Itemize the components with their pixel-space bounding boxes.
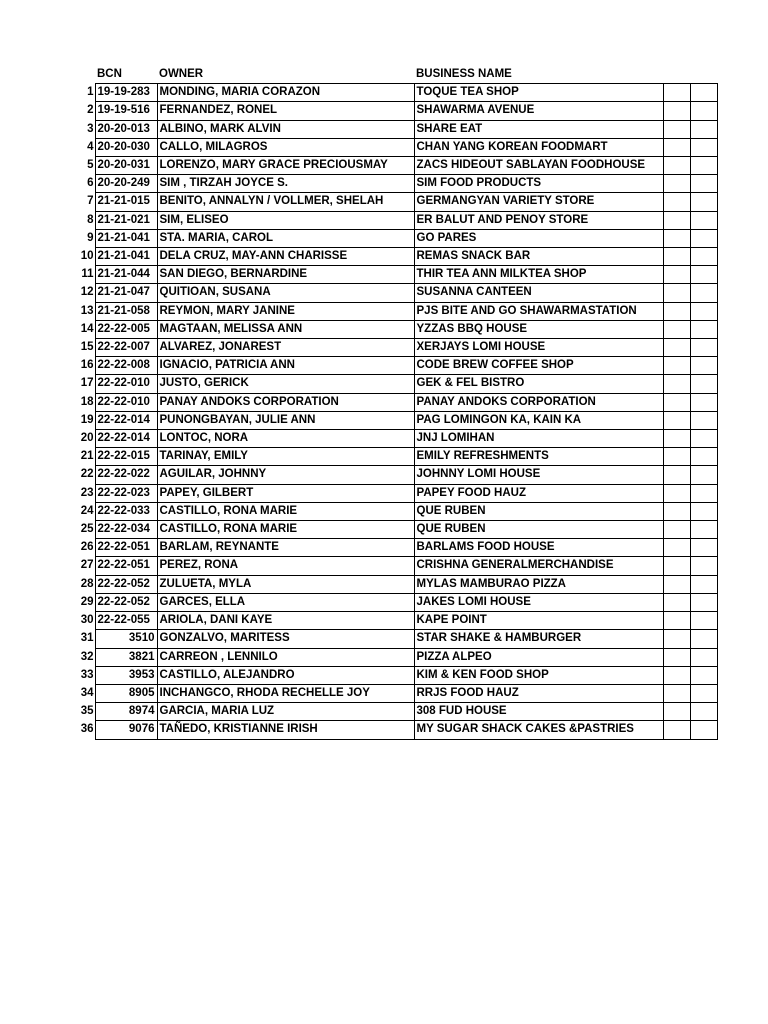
business-name-cell: PAG LOMINGON KA, KAIN KA	[414, 411, 663, 429]
empty-cell	[663, 357, 690, 375]
bcn-cell: 19-19-516	[95, 102, 157, 120]
empty-cell	[663, 575, 690, 593]
bcn-cell: 21-21-015	[95, 193, 157, 211]
owner-cell: CASTILLO, ALEJANDRO	[157, 666, 414, 684]
table-row	[68, 284, 717, 302]
row-number-cell: 35	[80, 705, 94, 718]
business-name-cell: 308 FUD HOUSE	[414, 703, 663, 721]
row-number-cell: 16	[80, 359, 94, 372]
row-number-cell: 21	[80, 450, 94, 463]
row-number-cell: 26	[80, 541, 94, 554]
business-name-cell: CHAN YANG KOREAN FOODMART	[414, 138, 663, 156]
table-row	[68, 120, 717, 138]
table-row	[68, 211, 717, 229]
owner-cell: ALVAREZ, JONAREST	[157, 339, 414, 357]
row-number-cell: 14	[80, 322, 94, 335]
empty-cell	[690, 575, 717, 593]
owner-cell: TAÑEDO, KRISTIANNE IRISH	[157, 721, 414, 739]
business-name-cell: MY SUGAR SHACK CAKES &PASTRIES	[414, 721, 663, 739]
empty-cell	[690, 393, 717, 411]
row-number-cell: 2	[87, 104, 94, 117]
owner-cell: AGUILAR, JOHNNY	[157, 466, 414, 484]
empty-cell	[690, 302, 717, 320]
owner-cell: LORENZO, MARY GRACE PRECIOUSMAY	[157, 157, 414, 175]
business-name-cell: BARLAMS FOOD HOUSE	[414, 539, 663, 557]
empty-cell	[690, 666, 717, 684]
empty-cell	[690, 102, 717, 120]
row-number-cell: 5	[87, 159, 94, 172]
business-name-cell: SUSANNA CANTEEN	[414, 284, 663, 302]
owner-cell: SIM, ELISEO	[157, 211, 414, 229]
business-name-cell: CODE BREW COFFEE SHOP	[414, 357, 663, 375]
empty-cell	[690, 466, 717, 484]
empty-cell	[663, 411, 690, 429]
bcn-cell: 22-22-023	[95, 484, 157, 502]
bcn-cell: 22-22-034	[95, 521, 157, 539]
bcn-cell: 22-22-052	[95, 593, 157, 611]
business-name-cell: THIR TEA ANN MILKTEA SHOP	[414, 266, 663, 284]
bcn-cell: 8905	[95, 684, 157, 702]
table-row	[68, 266, 717, 284]
table-row	[68, 666, 717, 684]
row-number-cell: 29	[80, 595, 94, 608]
bcn-cell: 21-21-041	[95, 229, 157, 247]
bcn-cell: 22-22-014	[95, 411, 157, 429]
bcn-cell: 19-19-283	[95, 84, 157, 102]
bcn-cell: 21-21-041	[95, 248, 157, 266]
business-name-cell: YZZAS BBQ HOUSE	[414, 320, 663, 338]
empty-cell	[690, 411, 717, 429]
bcn-cell: 22-22-033	[95, 502, 157, 520]
row-number-cell: 31	[80, 632, 94, 645]
owner-cell: GONZALVO, MARITESS	[157, 630, 414, 648]
empty-cell	[690, 448, 717, 466]
business-name-cell: RRJS FOOD HAUZ	[414, 684, 663, 702]
empty-cell	[663, 193, 690, 211]
empty-cell	[690, 539, 717, 557]
empty-cell	[690, 630, 717, 648]
empty-cell	[663, 484, 690, 502]
table-row	[68, 193, 717, 211]
empty-cell	[663, 612, 690, 630]
empty-cell	[690, 430, 717, 448]
bcn-cell: 22-22-022	[95, 466, 157, 484]
empty-cell	[663, 157, 690, 175]
empty-cell	[663, 557, 690, 575]
owner-cell: SIM , TIRZAH JOYCE S.	[157, 175, 414, 193]
business-name-cell: GEK & FEL BISTRO	[414, 375, 663, 393]
business-name-cell: QUE RUBEN	[414, 521, 663, 539]
owner-cell: GARCIA, MARIA LUZ	[157, 703, 414, 721]
business-name-cell: TOQUE TEA SHOP	[414, 84, 663, 102]
table-row	[68, 375, 717, 393]
empty-cell	[663, 284, 690, 302]
owner-cell: PANAY ANDOKS CORPORATION	[157, 393, 414, 411]
business-name-cell: PIZZA ALPEO	[414, 648, 663, 666]
row-number-cell: 30	[80, 614, 94, 627]
bcn-cell: 22-22-051	[95, 557, 157, 575]
table-row	[68, 102, 717, 120]
bcn-cell: 21-21-021	[95, 211, 157, 229]
row-number-cell: 18	[80, 395, 94, 408]
owner-header: OWNER	[159, 68, 204, 80]
bcn-cell: 9076	[95, 721, 157, 739]
empty-cell	[690, 120, 717, 138]
bcn-cell: 21-21-047	[95, 284, 157, 302]
row-number-cell: 8	[87, 213, 94, 226]
row-number-cell: 9	[87, 231, 94, 244]
business-name-cell: JNJ LOMIHAN	[414, 430, 663, 448]
owner-cell: FERNANDEZ, RONEL	[157, 102, 414, 120]
row-number-cell: 11	[81, 268, 94, 281]
bcn-cell: 3821	[95, 648, 157, 666]
empty-cell	[690, 175, 717, 193]
row-number-header	[68, 66, 95, 84]
empty-cell	[663, 266, 690, 284]
empty-cell	[690, 339, 717, 357]
table-row	[68, 575, 717, 593]
owner-cell: MAGTAAN, MELISSA ANN	[157, 320, 414, 338]
empty-cell	[690, 357, 717, 375]
bcn-cell: 20-20-249	[95, 175, 157, 193]
business-name-cell: KIM & KEN FOOD SHOP	[414, 666, 663, 684]
row-number-cell: 24	[80, 504, 94, 517]
table-row	[68, 539, 717, 557]
owner-cell: REYMON, MARY JANINE	[157, 302, 414, 320]
empty-cell	[690, 193, 717, 211]
empty-cell	[663, 320, 690, 338]
empty-cell	[690, 521, 717, 539]
business-name-cell: SIM FOOD PRODUCTS	[414, 175, 663, 193]
empty-cell	[663, 229, 690, 247]
empty-cell	[663, 539, 690, 557]
empty-cell	[690, 229, 717, 247]
table-row	[68, 557, 717, 575]
row-number-cell: 28	[80, 577, 94, 590]
table-row	[68, 175, 717, 193]
table-row	[68, 339, 717, 357]
empty-cell	[663, 721, 690, 739]
table-row	[68, 84, 717, 102]
row-number-cell: 12	[80, 286, 94, 299]
owner-cell: TARINAY, EMILY	[157, 448, 414, 466]
owner-cell: JUSTO, GERICK	[157, 375, 414, 393]
empty-cell	[663, 593, 690, 611]
business-name-cell: QUE RUBEN	[414, 502, 663, 520]
bcn-cell: 22-22-007	[95, 339, 157, 357]
row-number-cell: 7	[87, 195, 94, 208]
bcn-cell: 22-22-052	[95, 575, 157, 593]
business-name-cell: JAKES LOMI HOUSE	[414, 593, 663, 611]
business-name-cell: STAR SHAKE & HAMBURGER	[414, 630, 663, 648]
business-name-cell: PANAY ANDOKS CORPORATION	[414, 393, 663, 411]
business-name-cell: GERMANGYAN VARIETY STORE	[414, 193, 663, 211]
business-list-sheet	[68, 66, 718, 740]
owner-cell: ALBINO, MARK ALVIN	[157, 120, 414, 138]
row-number-cell: 6	[87, 177, 94, 190]
owner-cell: DELA CRUZ, MAY-ANN CHARISSE	[157, 248, 414, 266]
owner-cell: CASTILLO, RONA MARIE	[157, 502, 414, 520]
bcn-cell: 8974	[95, 703, 157, 721]
bcn-cell: 20-20-030	[95, 138, 157, 156]
business-name-cell: CRISHNA GENERALMERCHANDISE	[414, 557, 663, 575]
empty-cell	[663, 302, 690, 320]
bcn-cell: 20-20-031	[95, 157, 157, 175]
table-row	[68, 138, 717, 156]
empty-cell	[690, 320, 717, 338]
empty-cell	[690, 375, 717, 393]
bcn-header: BCN	[97, 68, 122, 80]
empty-cell	[663, 703, 690, 721]
bcn-cell: 22-22-008	[95, 357, 157, 375]
empty-cell	[663, 684, 690, 702]
bcn-cell: 22-22-010	[95, 393, 157, 411]
bcn-cell: 3510	[95, 630, 157, 648]
empty-cell	[690, 612, 717, 630]
business-name-cell: SHAWARMA AVENUE	[414, 102, 663, 120]
table-row	[68, 430, 717, 448]
business-name-cell: REMAS SNACK BAR	[414, 248, 663, 266]
empty-cell	[690, 703, 717, 721]
empty-cell	[690, 284, 717, 302]
empty-cell	[690, 721, 717, 739]
business-name-cell: XERJAYS LOMI HOUSE	[414, 339, 663, 357]
bcn-cell: 21-21-044	[95, 266, 157, 284]
empty-cell	[690, 648, 717, 666]
bcn-cell: 22-22-014	[95, 430, 157, 448]
table-row	[68, 703, 717, 721]
bcn-cell: 3953	[95, 666, 157, 684]
empty-cell	[690, 684, 717, 702]
empty-cell	[690, 557, 717, 575]
empty-cell	[690, 266, 717, 284]
row-number-cell: 23	[80, 486, 94, 499]
owner-cell: BENITO, ANNALYN / VOLLMER, SHELAH	[157, 193, 414, 211]
business-name-cell: ER BALUT AND PENOY STORE	[414, 211, 663, 229]
table-row	[68, 630, 717, 648]
table-row	[68, 484, 717, 502]
empty-cell	[663, 175, 690, 193]
row-number-cell: 32	[80, 650, 94, 663]
bcn-cell: 22-22-010	[95, 375, 157, 393]
owner-cell: QUITIOAN, SUSANA	[157, 284, 414, 302]
empty-cell	[690, 593, 717, 611]
empty-cell	[663, 666, 690, 684]
owner-cell: IGNACIO, PATRICIA ANN	[157, 357, 414, 375]
empty-cell	[663, 211, 690, 229]
owner-cell: PAPEY, GILBERT	[157, 484, 414, 502]
table-row	[68, 157, 717, 175]
business-table	[68, 66, 718, 740]
row-number-cell: 20	[80, 432, 94, 445]
owner-cell: PUNONGBAYAN, JULIE ANN	[157, 411, 414, 429]
empty-cell	[663, 138, 690, 156]
empty-cell	[663, 430, 690, 448]
business-name-cell: SHARE EAT	[414, 120, 663, 138]
table-row	[68, 448, 717, 466]
row-number-cell: 4	[87, 140, 94, 153]
table-row	[68, 248, 717, 266]
owner-cell: ZULUETA, MYLA	[157, 575, 414, 593]
table-row	[68, 466, 717, 484]
owner-cell: STA. MARIA, CAROL	[157, 229, 414, 247]
business-name-cell: EMILY REFRESHMENTS	[414, 448, 663, 466]
extra-header-2	[690, 66, 717, 84]
owner-cell: PEREZ, RONA	[157, 557, 414, 575]
empty-cell	[690, 248, 717, 266]
business-name-cell: PAPEY FOOD HAUZ	[414, 484, 663, 502]
business-name-cell: JOHNNY LOMI HOUSE	[414, 466, 663, 484]
table-row	[68, 648, 717, 666]
bcn-cell: 22-22-005	[95, 320, 157, 338]
table-row	[68, 612, 717, 630]
empty-cell	[663, 466, 690, 484]
bcn-cell: 22-22-051	[95, 539, 157, 557]
row-number-cell: 13	[80, 304, 94, 317]
row-number-cell: 1	[87, 86, 94, 99]
business-name-header: BUSINESS NAME	[416, 68, 512, 80]
empty-cell	[663, 375, 690, 393]
business-name-cell: ZACS HIDEOUT SABLAYAN FOODHOUSE	[414, 157, 663, 175]
table-row	[68, 684, 717, 702]
owner-cell: ARIOLA, DANI KAYE	[157, 612, 414, 630]
row-number-cell: 36	[80, 723, 94, 736]
empty-cell	[663, 120, 690, 138]
table-row	[68, 721, 717, 739]
empty-cell	[690, 211, 717, 229]
empty-cell	[663, 521, 690, 539]
empty-cell	[690, 484, 717, 502]
owner-cell: CASTILLO, RONA MARIE	[157, 521, 414, 539]
table-row	[68, 502, 717, 520]
table-row	[68, 411, 717, 429]
empty-cell	[690, 84, 717, 102]
row-number-cell: 19	[80, 413, 94, 426]
table-header	[68, 66, 717, 84]
owner-cell: MONDING, MARIA CORAZON	[157, 84, 414, 102]
owner-cell: GARCES, ELLA	[157, 593, 414, 611]
owner-cell: LONTOC, NORA	[157, 430, 414, 448]
owner-cell: INCHANGCO, RHODA RECHELLE JOY	[157, 684, 414, 702]
empty-cell	[663, 248, 690, 266]
row-number-cell: 34	[80, 686, 94, 699]
empty-cell	[690, 138, 717, 156]
bcn-cell: 20-20-013	[95, 120, 157, 138]
table-row	[68, 393, 717, 411]
owner-cell: CALLO, MILAGROS	[157, 138, 414, 156]
row-number-cell: 3	[87, 122, 94, 135]
table-row	[68, 320, 717, 338]
owner-cell: SAN DIEGO, BERNARDINE	[157, 266, 414, 284]
row-number-cell: 15	[80, 341, 94, 354]
table-row	[68, 521, 717, 539]
row-number-cell: 27	[80, 559, 94, 572]
table-row	[68, 357, 717, 375]
empty-cell	[663, 648, 690, 666]
empty-cell	[663, 448, 690, 466]
row-number-cell: 10	[80, 250, 94, 263]
business-name-cell: GO PARES	[414, 229, 663, 247]
row-number-cell: 33	[80, 668, 94, 681]
empty-cell	[663, 339, 690, 357]
bcn-cell: 22-22-055	[95, 612, 157, 630]
empty-cell	[663, 630, 690, 648]
table-row	[68, 229, 717, 247]
row-number-cell: 25	[80, 523, 94, 536]
table-body	[68, 84, 717, 739]
empty-cell	[663, 393, 690, 411]
empty-cell	[690, 157, 717, 175]
business-name-cell: KAPE POINT	[414, 612, 663, 630]
bcn-cell: 21-21-058	[95, 302, 157, 320]
extra-header-1	[663, 66, 690, 84]
empty-cell	[663, 102, 690, 120]
empty-cell	[690, 502, 717, 520]
owner-cell: CARREON , LENNILO	[157, 648, 414, 666]
empty-cell	[663, 502, 690, 520]
table-row	[68, 302, 717, 320]
row-number-cell: 22	[80, 468, 94, 481]
business-name-cell: PJS BITE AND GO SHAWARMASTATION	[414, 302, 663, 320]
business-name-cell: MYLAS MAMBURAO PIZZA	[414, 575, 663, 593]
owner-cell: BARLAM, REYNANTE	[157, 539, 414, 557]
empty-cell	[663, 84, 690, 102]
bcn-cell: 22-22-015	[95, 448, 157, 466]
table-row	[68, 593, 717, 611]
row-number-cell: 17	[80, 377, 94, 390]
